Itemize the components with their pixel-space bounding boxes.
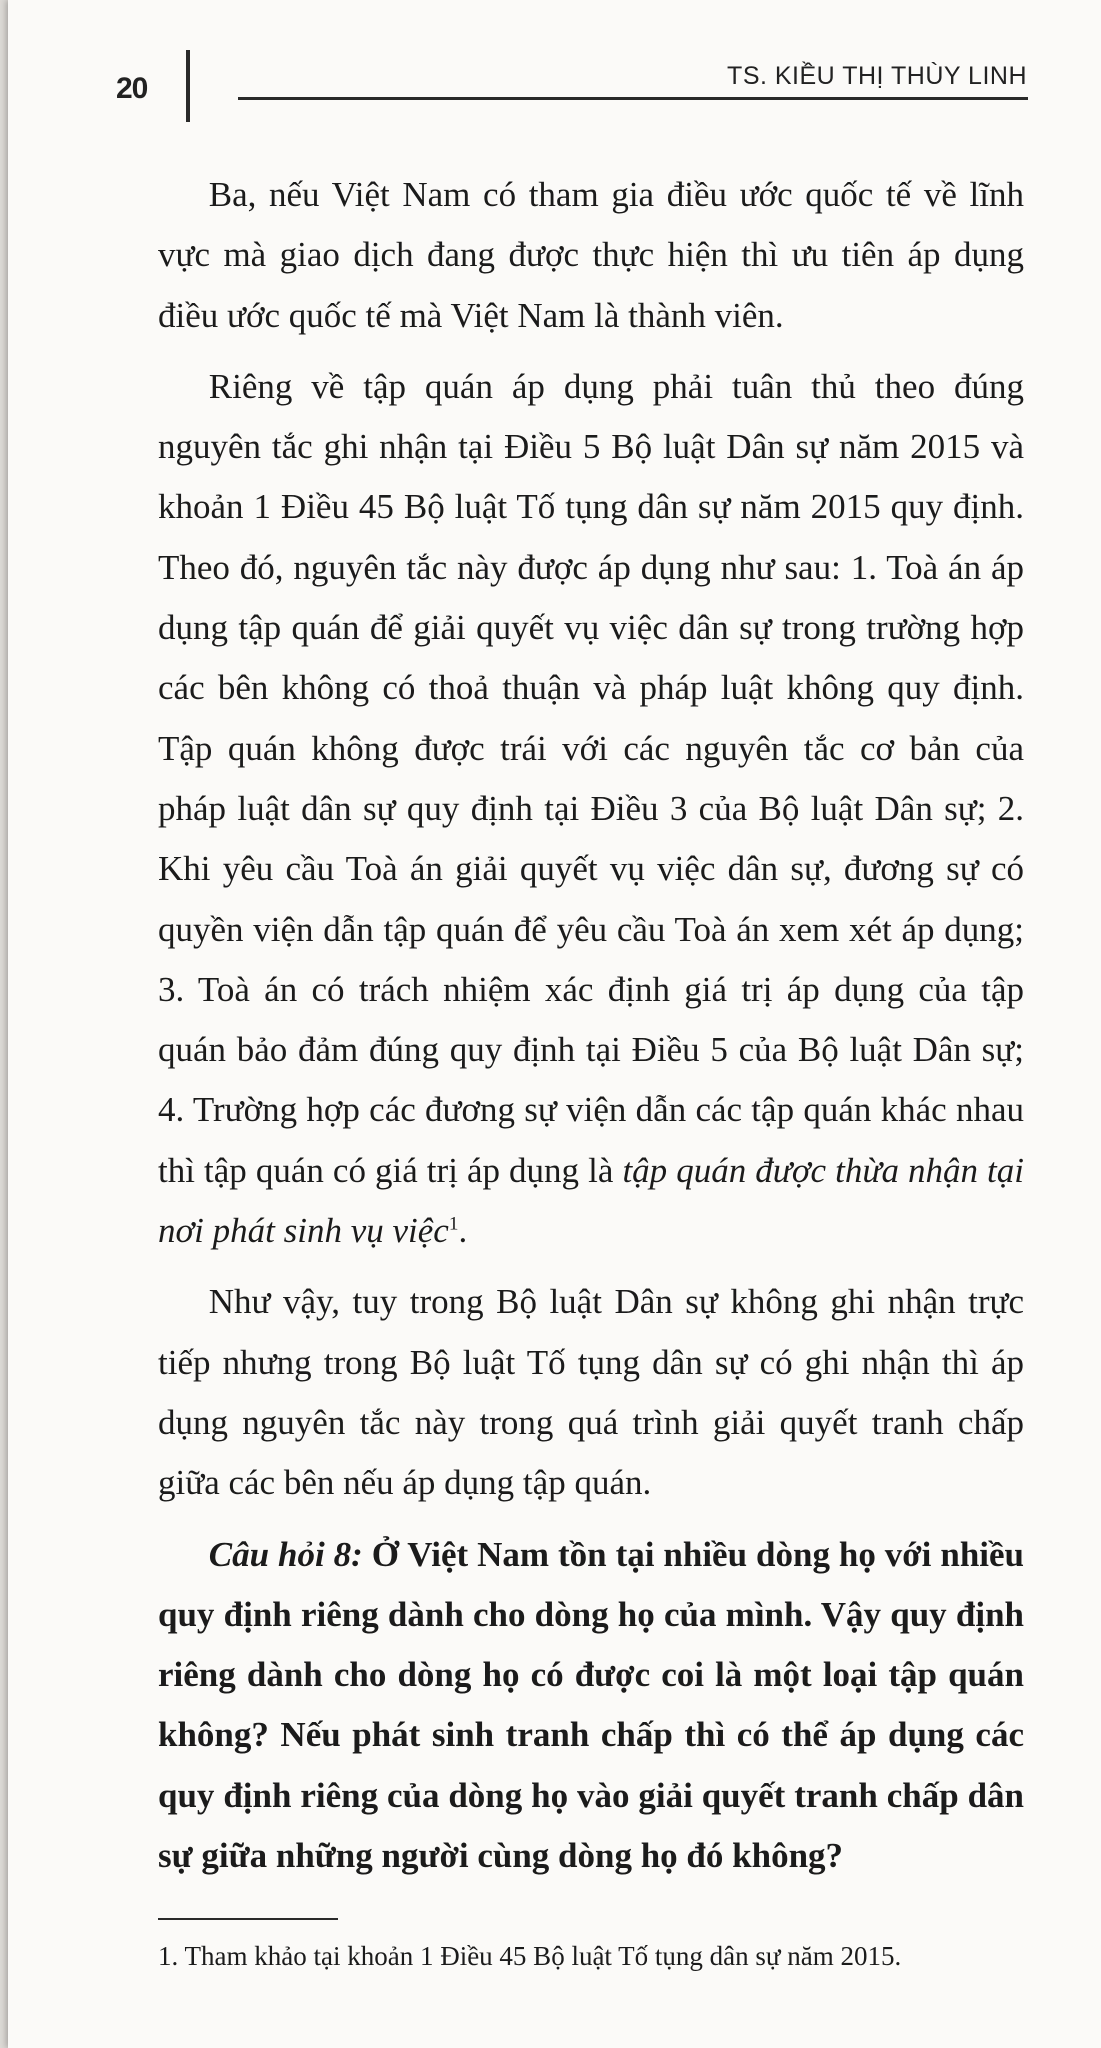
question-label: Câu hỏi 8: bbox=[208, 1534, 363, 1574]
page-number: 20 bbox=[116, 72, 148, 105]
footnote-divider bbox=[158, 1918, 338, 1920]
running-head-author: TS. KIỀU THỊ THÙY LINH bbox=[727, 62, 1027, 90]
page-body bbox=[158, 165, 1024, 1897]
paragraph bbox=[158, 357, 1024, 1261]
paragraph-end: . bbox=[458, 1211, 468, 1251]
paragraph bbox=[158, 1272, 1024, 1513]
paragraph-text: Riêng về tập quán áp dụng phải tuân thủ theo đúng nguyên tắc ghi nhận tại Điều 5 Bộ luật Dân sự năm 2015 và khoản 1 Điều 45 Bộ luật Tố tụng dân sự năm 2015 quy định. Theo đó, nguyên tắc này được áp dụng như sau: 1. Toà án áp dụng tập quán để giải quyết vụ việc dân sự trong trường hợp các bên không có thoả thuận và pháp luật không quy định. Tập quán không được trái với các nguyên tắc cơ bản của pháp luật dân sự quy định tại Điều 3 của Bộ luật Dân sự; 2. Khi yêu cầu Toà án giải quyết vụ việc dân sự, đương sự có quyền viện dẫn tập quán để yêu cầu Toà án xem xét áp dụng; 3. Toà án có trách nhiệm xác định giá trị áp dụng của tập quán bảo đảm đúng quy định tại Điều 5 của Bộ luật Dân sự; 4. Trường hợp các đương sự viện dẫn các tập quán khác nhau thì tập quán có giá trị áp dụng là bbox=[158, 366, 1024, 1190]
paragraph-text: Ba, nếu Việt Nam có tham gia điều ước quốc tế về lĩnh vực mà giao dịch đang được thực hiện thì ưu tiên áp dụng điều ước quốc tế mà Việt Nam là thành viên. bbox=[158, 175, 1024, 335]
book-page bbox=[8, 0, 1101, 2048]
page-header bbox=[8, 0, 1101, 130]
question-paragraph bbox=[158, 1525, 1024, 1887]
emphasis-text: tập quán được thừa nhận tại nơi phát sinh vụ việc bbox=[158, 1150, 1024, 1251]
header-rule bbox=[238, 97, 1028, 100]
paragraph-text: Như vậy, tuy trong Bộ luật Dân sự không ghi nhận trực tiếp nhưng trong Bộ luật Tố tụng dân sự có ghi nhận thì áp dụng nguyên tắc này trong quá trình giải quyết tranh chấp giữa các bên nếu áp dụng tập quán. bbox=[158, 1282, 1024, 1503]
footnote: 1. Tham khảo tại khoản 1 Điều 45 Bộ luật Tố tụng dân sự năm 2015. bbox=[158, 1941, 902, 1971]
header-vertical-bar bbox=[186, 50, 190, 122]
paragraph bbox=[158, 165, 1024, 346]
footnote-reference[interactable]: 1 bbox=[448, 1213, 459, 1235]
question-text: Ở Việt Nam tồn tại nhiều dòng họ với nhiều quy định riêng dành cho dòng họ của mình. Vậy quy định riêng dành cho dòng họ có được coi là một loại tập quán không? Nếu phát sinh tranh chấp thì có thể áp dụng các quy định riêng của dòng họ vào giải quyết tranh chấp dân sự giữa những người cùng dòng họ đó không? bbox=[158, 1534, 1025, 1876]
